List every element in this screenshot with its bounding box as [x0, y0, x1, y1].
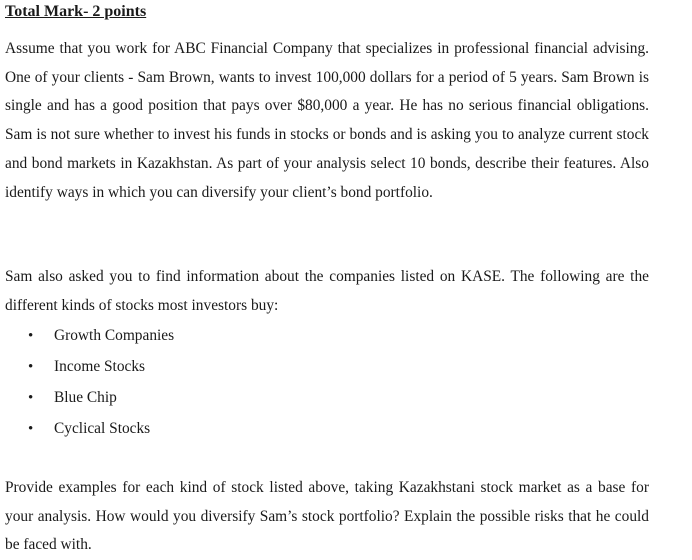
- list-item: [5, 415, 174, 446]
- paragraph-examples-request: Provide examples for each kind of stock listed above, taking Kazakhstani stock market as a base for your analysis. How would you diversify Sam’s stock portfolio? Explain the possible risks that he could be faced with.: [5, 479, 649, 554]
- list-item: [5, 322, 174, 353]
- stock-types-list: [5, 322, 174, 446]
- bullet-icon: •: [28, 328, 34, 344]
- list-item: [5, 384, 174, 415]
- paragraph-task-description: Assume that you work for ABC Financial Company that specializes in professional financial advising. One of your clients - Sam Brown, wants to invest 100,000 dollars for a period of 5 years. Sam Brown is single and has a good position that pays over $80,000 a year. He has no serious financial obligations. Sam is not sure whether to invest his funds in stocks or bonds and is asking you to analyze current stock and bond markets in Kazakhstan. As part of your analysis select 10 bonds, describe their features. Also identify ways in which you can diversify your client’s bond portfolio.: [5, 40, 649, 201]
- bullet-icon: •: [28, 359, 34, 375]
- list-item-label: Blue Chip: [54, 389, 117, 406]
- bullet-icon: •: [28, 390, 34, 406]
- list-item-label: Income Stocks: [54, 358, 146, 375]
- document-title: Total Mark- 2 points: [5, 3, 147, 20]
- list-item-label: Growth Companies: [54, 327, 175, 344]
- paragraph-kase-stocks: Sam also asked you to find information about the companies listed on KASE. The following are the different kinds of stocks most investors buy:: [5, 268, 649, 314]
- list-item: [5, 353, 174, 384]
- bullet-icon: •: [28, 421, 34, 437]
- list-item-label: Cyclical Stocks: [54, 420, 151, 437]
